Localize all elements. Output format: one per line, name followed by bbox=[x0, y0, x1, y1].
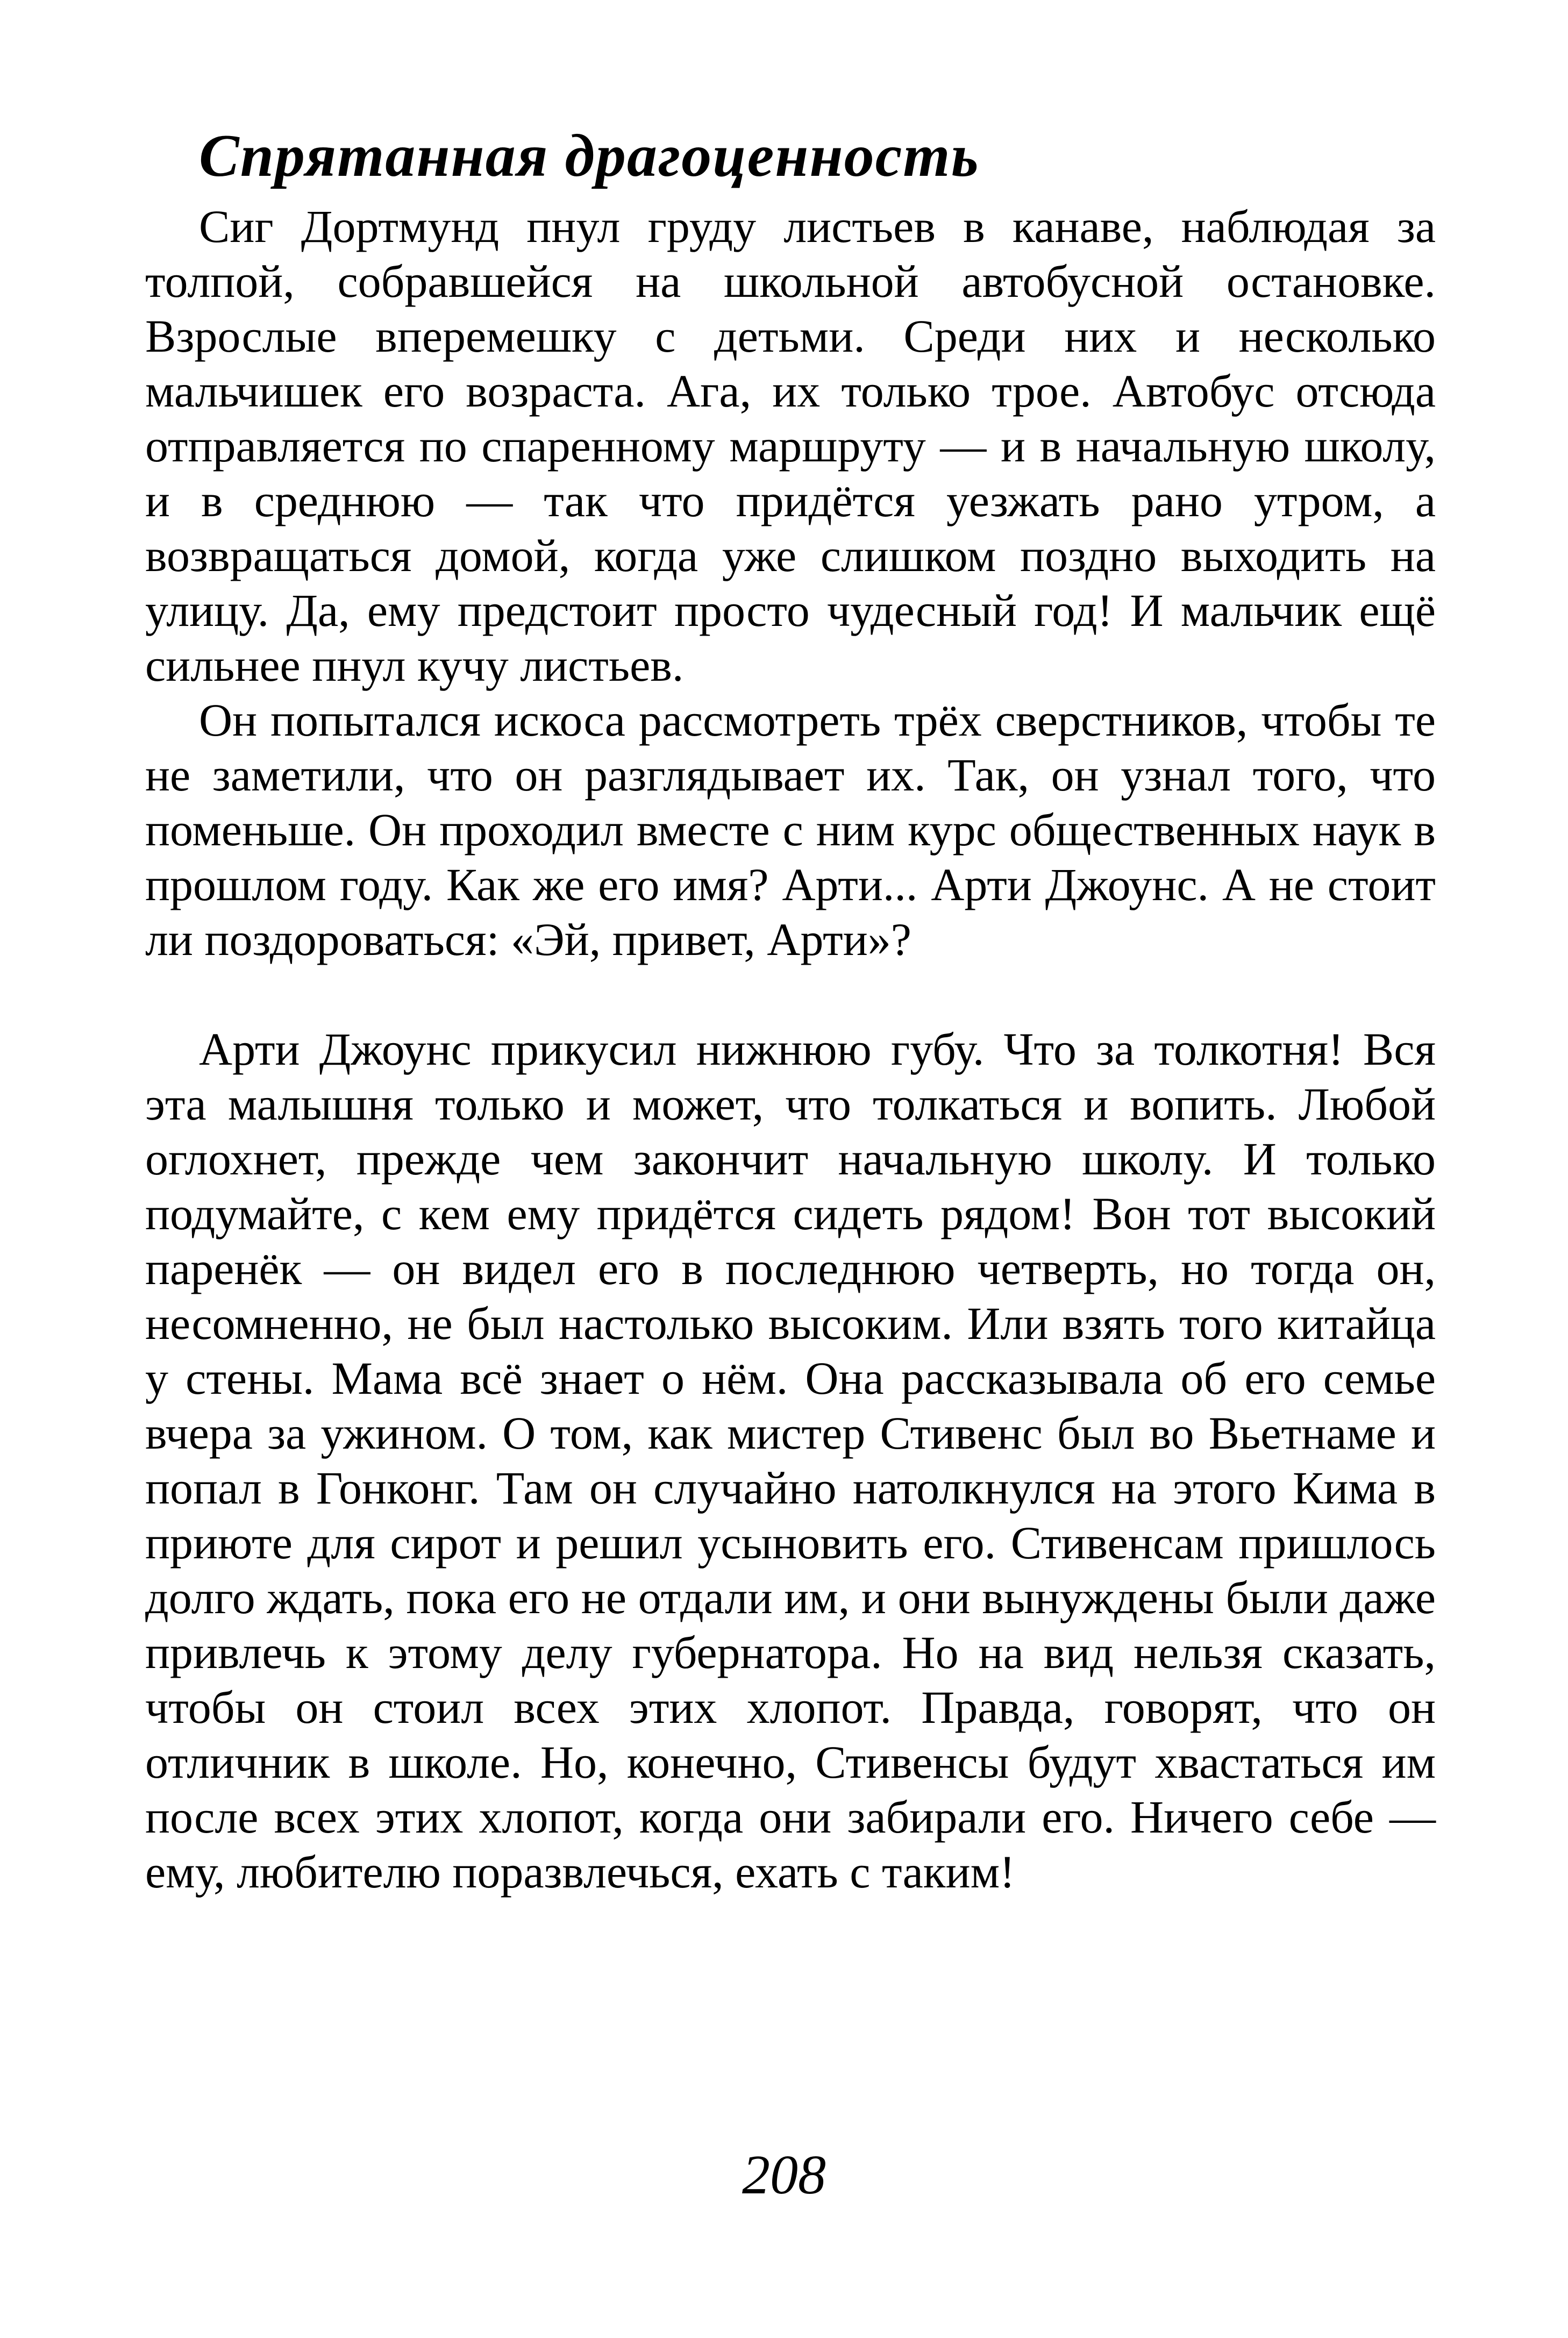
section-break bbox=[145, 967, 1436, 1022]
paragraph-2: Он попытался искоса рассмотреть трёх сверстников, чтобы те не заметили, что он разглядывает их. Так, он узнал того, что поменьше. Он проходил вместе с ним курс общественных наук в прошлом году. Как же его имя? Арти... Арти Джоунс. А не стоит ли поздороваться: «Эй, привет, Арти»? bbox=[145, 694, 1436, 965]
text-column bbox=[145, 113, 1436, 1899]
paragraph-3: Арти Джоунс прикусил нижнюю губу. Что за толкотня! Вся эта малышня только и может, что толкаться и вопить. Любой оглохнет, прежде чем закончит начальную школу. И только подумайте, с кем ему придётся сидеть рядом! Вон тот высокий паренёк — он видел его в последнюю четверть, но тогда он, несомненно, не был настолько высоким. Или взять того китайца у стены. Мама всё знает о нём. Она рассказывала об его семье вчера за ужином. О том, как мистер Стивенс был во Вьетнаме и попал в Гонконг. Там он случайно натолкнулся на этого Кима в приюте для сирот и решил усыновить его. Стивенсам пришлось долго ждать, пока его не отдали им, и они вынуждены были даже привлечь к этому делу губернатора. Но на вид нельзя сказать, чтобы он стоил всех этих хлопот. Правда, говорят, что он отличник в школе. Но, конечно, Стивенсы будут хвастаться им после всех этих хлопот, когда они забирали его. Ничего себе — ему, любителю поразвлечься, ехать с таким! bbox=[145, 1023, 1436, 1898]
chapter-title: Спрятанная драгоценность bbox=[199, 123, 980, 189]
page-number: 208 bbox=[742, 2144, 826, 2206]
paragraph-1: Сиг Дортмунд пнул груду листьев в канаве, наблюдая за толпой, собравшейся на школьной автобусной остановке. Взрослые вперемешку с детьми. Среди них и несколько мальчишек его возраста. Ага, их только трое. Автобус отсюда отправляется по спаренному маршруту — и в начальную школу, и в среднюю — так что придётся уезжать рано утром, а возвращаться домой, когда уже слишком поздно выходить на улицу. Да, ему предстоит просто чудесный год! И мальчик ещё сильнее пнул кучу листьев. bbox=[145, 201, 1436, 691]
